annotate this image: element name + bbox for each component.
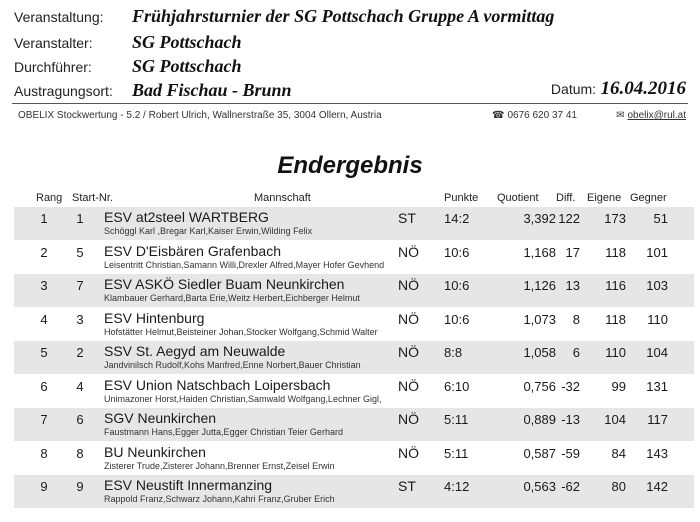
start-number-cell: 5 bbox=[76, 244, 84, 260]
rank-cell: 6 bbox=[40, 378, 48, 394]
phone-block bbox=[492, 110, 577, 121]
opponent-points-cell: 104 bbox=[646, 345, 668, 360]
team-members: Schöggl Karl ,Bregar Karl,Kaiser Erwin,Wilding Felix bbox=[104, 226, 313, 236]
table-row bbox=[14, 475, 694, 508]
rank-cell: 2 bbox=[40, 244, 48, 260]
team-members: Rappold Franz,Schwarz Johann,Kahri Franz,Gruber Erich bbox=[104, 494, 335, 504]
points-cell: 8:8 bbox=[444, 345, 463, 360]
col-rang: Rang bbox=[36, 192, 63, 204]
opponent-points-cell: 51 bbox=[653, 211, 668, 226]
start-number-cell: 3 bbox=[76, 311, 84, 327]
team-members: Leisentritt Christian,Samann Willi,Drexler Alfred,Mayer Hofer Gevhend bbox=[104, 259, 385, 270]
opponent-points-cell: 142 bbox=[646, 479, 668, 494]
table-row bbox=[14, 241, 694, 274]
own-points-cell: 118 bbox=[605, 244, 626, 260]
veranstaltung-label: Veranstaltung: bbox=[14, 9, 104, 25]
points-cell: 4:12 bbox=[444, 479, 470, 494]
own-points-cell: 118 bbox=[605, 311, 626, 327]
quotient-cell: 1,168 bbox=[523, 244, 556, 260]
start-number-cell: 8 bbox=[76, 445, 84, 461]
phone-icon: ☎ bbox=[492, 110, 505, 121]
table-row bbox=[14, 408, 694, 441]
rank-cell: 1 bbox=[40, 211, 48, 226]
state-cell: NÖ bbox=[398, 444, 419, 461]
state-cell: ST bbox=[398, 210, 416, 226]
state-cell: NÖ bbox=[398, 277, 419, 293]
diff-cell: 13 bbox=[565, 278, 580, 293]
team-members: Faustmann Hans,Egger Jutta,Egger Christian Teier Gerhard bbox=[104, 427, 343, 437]
team-members: Klambauer Gerhard,Barta Erie,Weitz Herbert,Eichberger Helmut bbox=[104, 293, 360, 303]
start-number-cell: 6 bbox=[76, 412, 84, 427]
rank-cell: 9 bbox=[40, 479, 48, 494]
table-row bbox=[14, 274, 694, 307]
opponent-points-cell: 110 bbox=[647, 311, 668, 327]
table-row bbox=[14, 442, 694, 475]
phone-number: 0676 620 37 41 bbox=[507, 110, 577, 121]
date-value: 16.04.2016 bbox=[600, 78, 686, 99]
quotient-cell: 1,126 bbox=[523, 278, 556, 293]
own-points-cell: 173 bbox=[604, 211, 626, 226]
state-cell: NÖ bbox=[398, 310, 419, 327]
diff-cell: -59 bbox=[561, 445, 580, 461]
own-points-cell: 84 bbox=[611, 445, 626, 461]
quotient-cell: 0,563 bbox=[523, 479, 556, 494]
table-row bbox=[14, 207, 694, 240]
points-cell: 14:2 bbox=[444, 211, 470, 226]
quotient-cell: 0,756 bbox=[523, 378, 556, 394]
quotient-cell: 0,587 bbox=[523, 445, 556, 461]
state-cell: NÖ bbox=[398, 377, 419, 394]
own-points-cell: 110 bbox=[605, 345, 626, 360]
quotient-cell: 1,058 bbox=[523, 345, 556, 360]
team-name: ESV Union Natschbach Loipersbach bbox=[104, 376, 331, 393]
own-points-cell: 80 bbox=[611, 479, 626, 494]
start-number-cell: 4 bbox=[76, 378, 84, 394]
diff-cell: -62 bbox=[561, 479, 580, 494]
start-number-cell: 2 bbox=[76, 345, 84, 360]
points-cell: 6:10 bbox=[444, 378, 470, 394]
veranstalter-value: SG Pottschach bbox=[132, 32, 242, 52]
diff-cell: 17 bbox=[565, 244, 580, 260]
quotient-cell: 1,073 bbox=[523, 311, 556, 327]
rank-cell: 5 bbox=[40, 345, 48, 360]
opponent-points-cell: 131 bbox=[646, 378, 668, 394]
diff-cell: 6 bbox=[572, 345, 580, 360]
col-punkte: Punkte bbox=[444, 192, 479, 204]
start-number-cell: 7 bbox=[76, 278, 84, 293]
start-number-cell: 1 bbox=[76, 211, 84, 226]
date-label: Datum: bbox=[550, 81, 597, 97]
col-gegner: Gegner bbox=[630, 192, 667, 204]
points-cell: 10:6 bbox=[444, 278, 470, 293]
team-members: Hofstätter Helmut,Beisteiner Johan,Stocker Wolfgang,Schmid Walter bbox=[104, 326, 378, 337]
team-name: SGV Neunkirchen bbox=[104, 410, 217, 426]
points-cell: 10:6 bbox=[444, 311, 470, 327]
own-points-cell: 104 bbox=[604, 412, 626, 427]
col-eigene: Eigene bbox=[587, 192, 622, 204]
col-diff: Diff. bbox=[556, 192, 576, 204]
opponent-points-cell: 117 bbox=[647, 412, 668, 427]
rank-cell: 4 bbox=[40, 311, 48, 327]
table-row bbox=[14, 375, 694, 408]
diff-cell: -13 bbox=[561, 412, 580, 427]
team-members: Zisterer Trude,Zisterer Johann,Brenner Ernst,Zeisel Erwin bbox=[104, 460, 335, 471]
opponent-points-cell: 101 bbox=[646, 244, 668, 260]
team-members: Unimazoner Horst,Haiden Christian,Samwald Wolfgang,Lechner Gigl, bbox=[104, 393, 382, 404]
opponent-points-cell: 143 bbox=[646, 445, 668, 461]
email-link[interactable]: obelix@rul.at bbox=[627, 110, 686, 121]
team-name: SSV St. Aegyd am Neuwalde bbox=[104, 343, 286, 359]
ort-value: Bad Fischau - Brunn bbox=[132, 80, 292, 100]
table-row bbox=[14, 341, 694, 374]
rank-cell: 8 bbox=[40, 445, 48, 461]
team-name: BU Neunkirchen bbox=[104, 443, 206, 460]
veranstalter-label: Veranstalter: bbox=[14, 35, 93, 51]
page-title: Endergebnis bbox=[277, 152, 423, 179]
durchfuehrer-label: Durchführer: bbox=[14, 59, 92, 75]
diff-cell: -32 bbox=[561, 378, 580, 394]
state-cell: NÖ bbox=[398, 344, 419, 360]
durchfuehrer-value: SG Pottschach bbox=[132, 56, 242, 76]
points-cell: 10:6 bbox=[444, 244, 470, 260]
mail-block bbox=[616, 110, 686, 121]
header-divider bbox=[12, 103, 688, 104]
rank-cell: 3 bbox=[40, 278, 48, 293]
team-name: ESV at2steel WARTBERG bbox=[104, 209, 269, 225]
quotient-cell: 0,889 bbox=[523, 412, 556, 427]
state-cell: NÖ bbox=[398, 411, 419, 427]
date-block bbox=[551, 78, 686, 100]
state-cell: ST bbox=[398, 478, 416, 494]
team-name: ESV Neustift Innermanzing bbox=[104, 477, 273, 493]
software-credit: OBELIX Stockwertung - 5.2 / Robert Ulrich, Wallnerstraße 35, 3004 Ollern, Austria bbox=[18, 110, 382, 121]
points-cell: 5:11 bbox=[444, 445, 469, 461]
team-name: ESV D'Eisbären Grafenbach bbox=[104, 242, 281, 259]
state-cell: NÖ bbox=[398, 243, 419, 260]
ort-label: Austragungsort: bbox=[14, 83, 113, 99]
own-points-cell: 99 bbox=[611, 378, 626, 394]
team-name: ESV ASKÖ Siedler Buam Neunkirchen bbox=[104, 276, 345, 292]
points-cell: 5:11 bbox=[444, 412, 469, 427]
quotient-cell: 3,392 bbox=[523, 211, 556, 226]
opponent-points-cell: 103 bbox=[646, 278, 668, 293]
diff-cell: 8 bbox=[572, 311, 580, 327]
own-points-cell: 116 bbox=[605, 278, 626, 293]
team-members: Jandvinilsch Rudolf,Kohs Manfred,Enne Norbert,Bauer Christian bbox=[104, 360, 361, 370]
veranstaltung-value: Frühjahrsturnier der SG Pottschach Gruppe A vormittag bbox=[132, 6, 555, 26]
software-info bbox=[18, 110, 686, 124]
start-number-cell: 9 bbox=[76, 479, 84, 494]
col-mannschaft: Mannschaft bbox=[254, 192, 311, 204]
team-name: ESV Hintenburg bbox=[104, 309, 205, 326]
col-start: Start-Nr. bbox=[72, 192, 113, 204]
mail-icon: ✉ bbox=[616, 110, 625, 121]
diff-cell: 122 bbox=[558, 211, 580, 226]
col-quotient: Quotient bbox=[497, 192, 539, 204]
rank-cell: 7 bbox=[40, 412, 48, 427]
table-row bbox=[14, 308, 694, 341]
